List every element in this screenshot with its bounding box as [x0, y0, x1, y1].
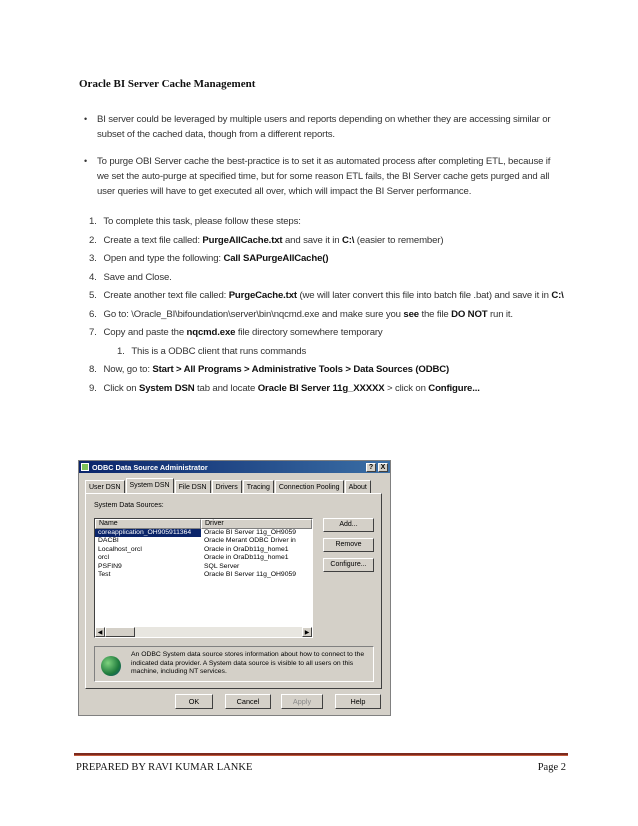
list-item[interactable]: Test Oracle BI Server 11g_OH9059 [98, 570, 297, 578]
list-item[interactable]: coreapplication_OH905911364 Oracle BI Server 11g_OH9059 [95, 529, 312, 537]
ok-button[interactable]: OK [175, 694, 213, 709]
odbc-app-icon [81, 463, 89, 471]
close-title-button[interactable]: X [378, 463, 388, 472]
help-title-button[interactable]: ? [366, 463, 376, 472]
step-3: 3. Open and type the following: Call SAPurgeAllCache() [89, 253, 329, 264]
scroll-left-icon[interactable]: ◀ [95, 627, 105, 637]
apply-button[interactable]: Apply [281, 694, 323, 709]
odbc-dialog-screenshot [78, 460, 391, 716]
globe-icon [101, 656, 121, 676]
step-9: 9. Click on System DSN tab and locate Oracle BI Server 11g_XXXXX > click on Configure... [89, 382, 480, 394]
tab-drivers[interactable]: Drivers [212, 480, 242, 493]
dialog-tabs [85, 480, 372, 493]
system-dsn-panel [85, 493, 382, 689]
tab-system-dsn[interactable]: System DSN [126, 478, 174, 493]
scroll-thumb[interactable] [105, 627, 135, 637]
footer-page-number: Page 2 [537, 762, 566, 773]
bullet-dot-icon: • [84, 156, 88, 166]
dialog-title: ODBC Data Source Administrator [92, 462, 208, 472]
list-item[interactable]: Localhost_orcl Oracle in OraDb11g_home1 [98, 545, 289, 553]
bullet-item: • To purge OBI Server cache the best-practice is to set it as automated process after completing ETL, because if we set the auto-purge at specified time, but for some reason ETL fails, the BI Server cache gets purged and all user queries will have to get executed all over, which will impact the BI Server performance. [84, 156, 551, 197]
cancel-button[interactable]: Cancel [225, 694, 271, 709]
step-8: 8. Now, go to: Start > All Programs > Administrative Tools > Data Sources (ODBC) [89, 364, 450, 375]
list-header [95, 519, 312, 529]
data-sources-list[interactable] [94, 518, 313, 638]
help-button[interactable]: Help [335, 694, 381, 709]
system-data-sources-label: System Data Sources: [94, 502, 164, 509]
add-button[interactable]: Add... [323, 518, 374, 532]
footer-rule [74, 753, 568, 756]
list-item[interactable]: PSFIN9 SQL Server [98, 562, 240, 570]
tab-user-dsn[interactable]: User DSN [85, 480, 125, 493]
steps-list [89, 213, 569, 398]
dialog-titlebar [79, 461, 390, 473]
bullet-list [80, 112, 560, 211]
tab-connection-pooling[interactable]: Connection Pooling [275, 480, 344, 493]
list-item[interactable]: DACBI Oracle Merant ODBC Driver in [98, 537, 296, 545]
remove-button[interactable]: Remove [323, 538, 374, 552]
footer-author: PREPARED BY RAVI KUMAR LANKE [76, 762, 253, 773]
bullet-dot-icon: • [84, 114, 88, 124]
column-header-driver[interactable]: Driver [201, 519, 312, 529]
page-heading: Oracle BI Server Cache Management [79, 78, 256, 90]
info-box [94, 646, 374, 682]
step-4: 4. Save and Close. [89, 271, 172, 283]
bullet-item: • BI server could be leveraged by multiple users and reports depending on whether they are accessing similar or subset of the cached data, though from a different reports. [84, 114, 551, 140]
step-2: 2. Create a text file called: PurgeAllCache.txt and save it in C:\ (easier to remember) [89, 234, 444, 246]
horizontal-scrollbar[interactable] [95, 627, 312, 637]
list-item[interactable]: orcl Oracle in OraDb11g_home1 [98, 554, 289, 562]
step-5: 5. Create another text file called: PurgeCache.txt (we will later convert this file into batch file .bat) and save it in C:\ [89, 290, 564, 301]
step-6: 6. Go to: \Oracle_BI\bifoundation\server\bin\nqcmd.exe and make sure you see the file DO NOT run it. [89, 308, 513, 320]
column-header-name[interactable]: Name [95, 519, 201, 529]
info-text: An ODBC System data source stores information about how to connect to the indicated data provider. A System data source is visible to all users on this machine, including NT services. [131, 651, 365, 675]
step-7-sub-1: 1. This is a ODBC client that runs commands [117, 345, 307, 357]
step-1: 1. To complete this task, please follow these steps: [89, 216, 301, 227]
tab-about[interactable]: About [345, 480, 371, 493]
step-7: 7. Copy and paste the nqcmd.exe file directory somewhere temporary [89, 327, 383, 338]
scroll-right-icon[interactable]: ▶ [302, 627, 312, 637]
tab-tracing[interactable]: Tracing [243, 480, 274, 493]
tab-file-dsn[interactable]: File DSN [175, 480, 211, 493]
configure-button[interactable]: Configure... [323, 558, 374, 572]
